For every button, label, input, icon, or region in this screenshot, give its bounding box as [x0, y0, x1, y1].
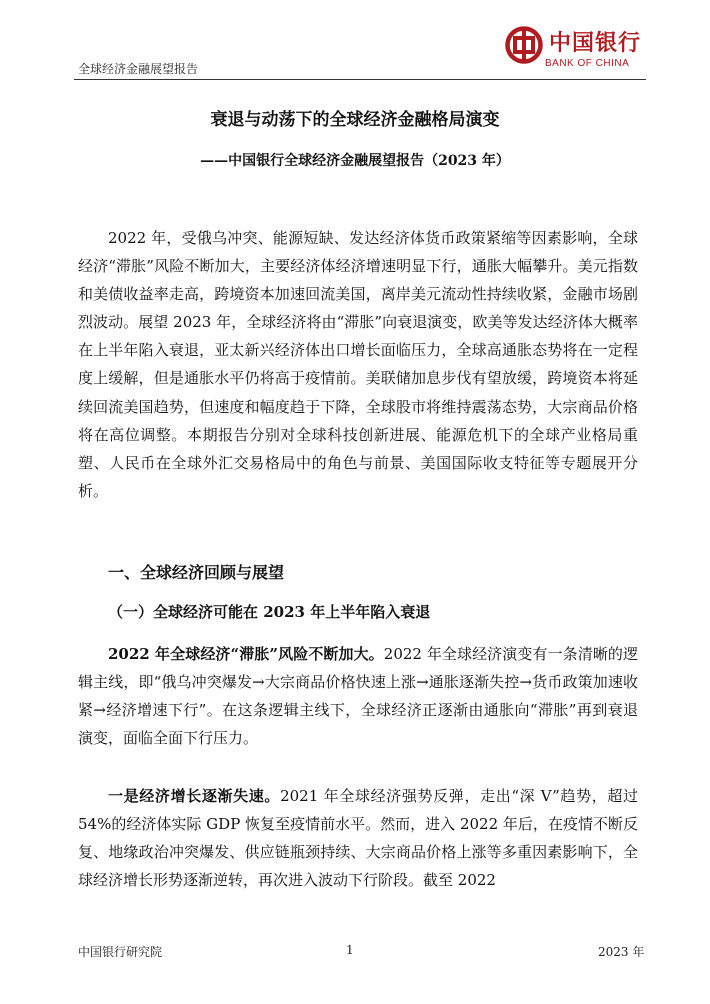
header-divider — [74, 79, 646, 80]
paragraph-stagflation — [78, 640, 638, 752]
paragraph-block-growth — [78, 782, 638, 894]
logo-text-chinese: 中国银行 — [549, 30, 642, 56]
paragraph-text: 2021 年全球经济强势反弹，走出“深 V”趋势，超过 54%的经济体实际 GDP 恢复至疫情前水平。然而，进入 2022 年后，在疫情不断反复、地缘政治冲突爆发、供应链瓶颈持续、大宗商品价格上涨等多重因素影响下，全球经济增长形势逐渐逆转，再次进入波动下行阶段。截至 2022 — [78, 787, 638, 890]
paragraph-text: 2022 年全球经济演变有一条清晰的逻辑主线，即“俄乌冲突爆发→大宗商品价格快速上涨→通胀逐渐失控→货币政策加速收紧→经济增速下行”。在这条逻辑主线下，全球经济正逐渐由通胀向“滞胀”再到衰退演变，面临全面下行压力。 — [78, 645, 638, 748]
report-title: 衰退与动荡下的全球经济金融格局演变 — [210, 110, 500, 130]
paragraph-lead: 2022 年全球经济“滞胀”风险不断加大。 — [108, 645, 384, 663]
paragraph-growth — [78, 782, 638, 894]
section-heading: 一、全球经济回顾与展望 — [108, 563, 285, 582]
footer-page-number: 1 — [346, 943, 354, 957]
subsection-heading: （一）全球经济可能在 2023 年上半年陷入衰退 — [108, 603, 431, 621]
footer-year: 2023 年 — [598, 945, 645, 959]
report-subtitle: ——中国银行全球经济金融展望报告（2023 年） — [200, 153, 510, 169]
header-report-name: 全球经济金融展望报告 — [78, 62, 199, 76]
intro-paragraph: 2022 年，受俄乌冲突、能源短缺、发达经济体货币政策紧缩等因素影响，全球经济“滞胀”风险不断加大，主要经济体经济增速明显下行，通胀大幅攀升。美元指数和美债收益率走高，跨境资本加速回流美国，离岸美元流动性持续收紧，金融市场剧烈波动。展望 2023 年，全球经济将由“滞胀”向衰退演变，欧美等发达经济体大概率在上半年陷入衰退，亚太新兴经济体出口增长面临压力，全球高通胀态势将在一定程度上缓解，但是通胀水平仍将高于疫情前。美联储加息步伐有望放缓，跨境资本将延续回流美国趋势，但速度和幅度趋于下降，全球股市将维持震荡态势，大宗商品价格将在高位调整。本期报告分别对全球科技创新进展、能源危机下的全球产业格局重塑、人民币在全球外汇交易格局中的角色与前景、美国国际收支特征等专题展开分析。 — [78, 229, 638, 500]
paragraph-lead: 一是经济增长逐渐失速。 — [108, 787, 281, 805]
logo-text-english: BANK OF CHINA — [545, 58, 630, 69]
bank-of-china-emblem-icon — [505, 26, 543, 64]
bank-of-china-logo — [505, 22, 645, 78]
footer-publisher: 中国银行研究院 — [78, 945, 163, 959]
paragraph-block-stagflation — [78, 640, 638, 752]
intro-paragraph-block — [78, 224, 638, 505]
